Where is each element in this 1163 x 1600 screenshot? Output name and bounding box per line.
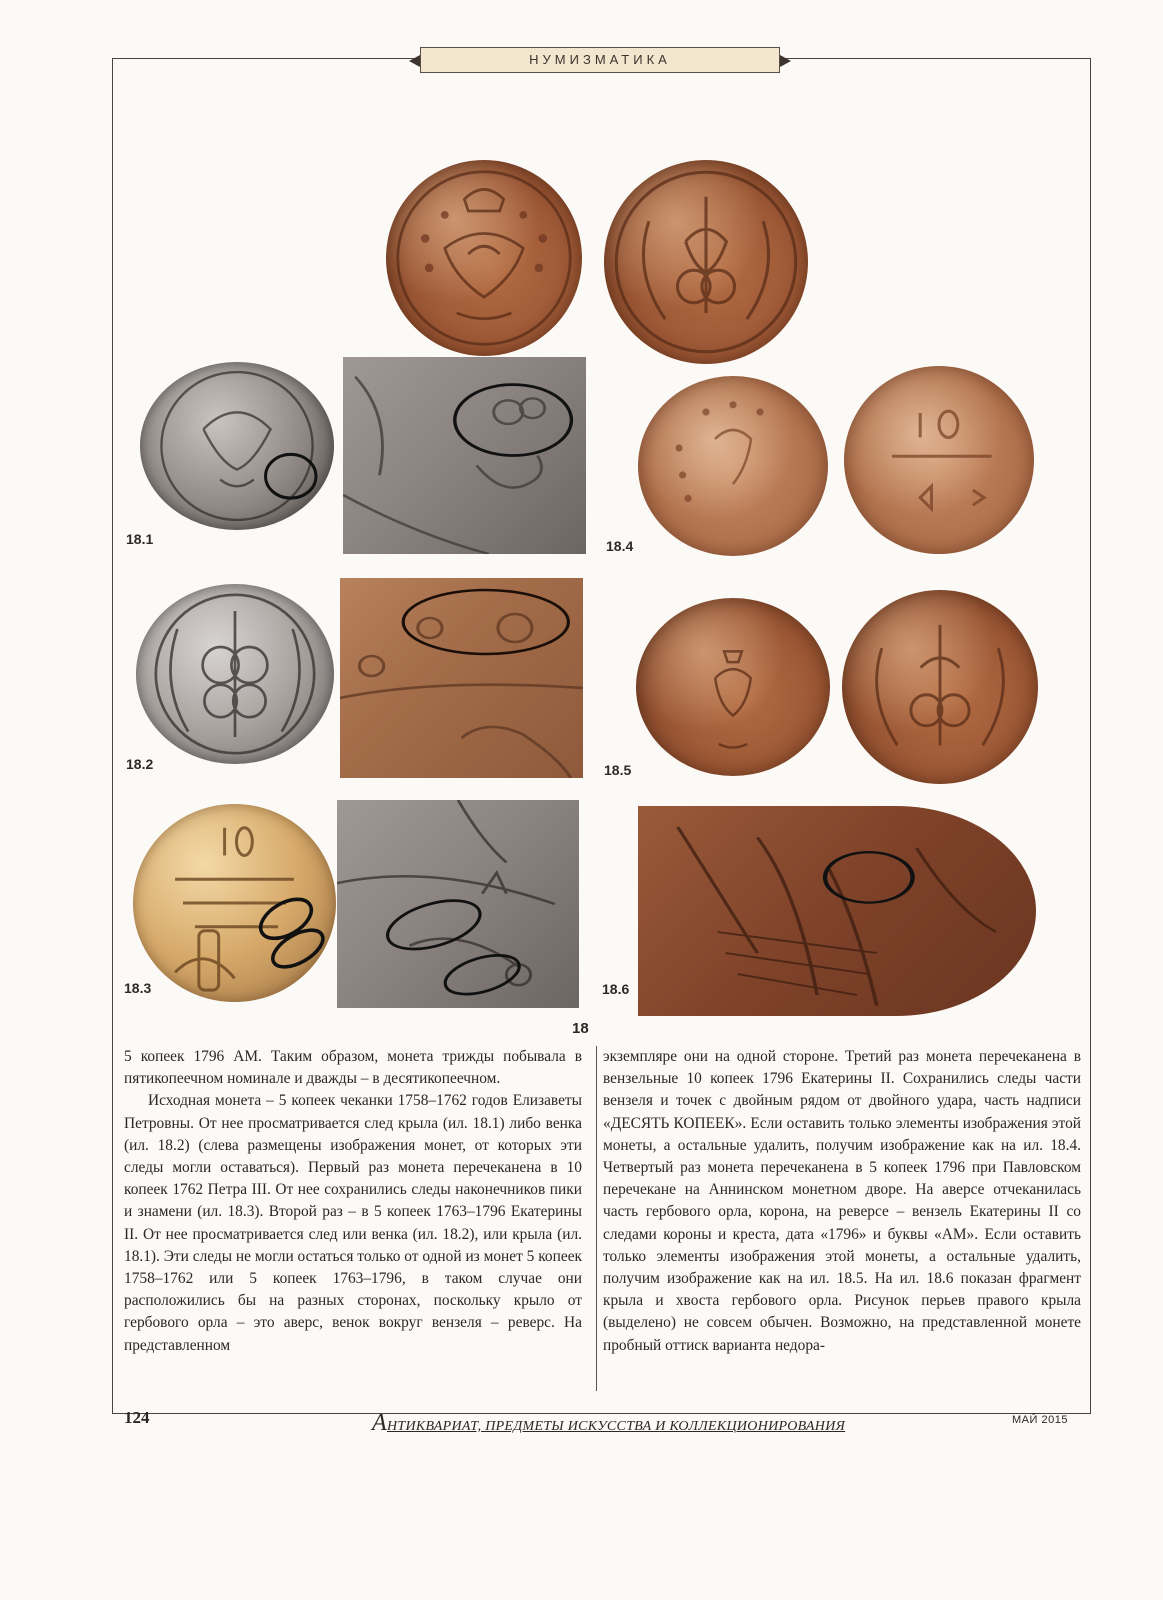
article-right-column: [603, 1046, 1081, 1357]
detail-photo-18-2: [340, 578, 583, 778]
coin-18-5-obverse-image: [636, 598, 830, 776]
article-paragraph: Исходная монета – 5 копеек чеканки 1758–1762 годов Елизаветы Петровны. От нее просматривается след крыла (ил. 18.1) либо венка (ил. 18.2) (слева размещены изображения монет, от которых эти следы могли оставаться). Первый раз монета перечеканена в 10 копеек 1762 Петра III. От нее сохранились следы наконечников пики и знамени (ил. 18.3). Второй раз – в 5 копеек 1763–1796 Екатерины II. От нее просматривается след или венка (ил. 18.2), или крыла (ил. 18.1). Эти следы не могли остаться только от одной из монет 5 копеек 1758–1762 или 5 копеек 1763–1796, в таком случае они расположились бы на разных сторонах, поскольку крыло от гербового орла – это аверс, венок вокруг вензеля – реверс. На представленном: [124, 1092, 582, 1354]
coin-18-1-image: [140, 362, 334, 530]
figure-label-18-3: 18.3: [124, 980, 152, 996]
coin-18-2-image: [136, 584, 334, 764]
figure-label-18-5: 18.5: [604, 762, 632, 778]
section-header: НУМИЗМАТИКА: [420, 47, 780, 73]
article-paragraph: экземпляре они на одной стороне. Третий раз монета перечеканена в вензельные 10 копеек 1796 Екатерины II. Сохранились следы части вензеля и точек с двойным рядом от двойного удара, часть надписи «ДЕСЯТЬ КОПЕЕК». Если оставить только элементы изображения этой монеты, а остальные удалить, получим изображение как на ил. 18.4. Четвертый раз монета перечеканена в 5 копеек 1796 при Павловском перечекане на Аннинском монетном дворе. На аверсе отчеканилась часть гербового орла, корона, на реверсе – вензель Екатерины II со следами короны и креста, дата «1796» и буквы «АМ». Если оставить только элементы изображения этой монеты, а остальные удалить, получим изображение как на ил. 18.5. На ил. 18.6 показан фрагмент крыла и хвоста гербового орла. Рисунок перьев правого крыла (выделено) не совсем обычен. Возможно, на представленной монете пробный оттиск варианта недора-: [603, 1048, 1081, 1354]
article-paragraph: 5 копеек 1796 АМ. Таким образом, монета трижды побывала в пятикопеечном номинале и дважды – в десятикопеечном.: [124, 1048, 582, 1088]
header-tab-left-arrow-icon: [409, 55, 420, 67]
figure-label-18-6: 18.6: [602, 981, 630, 997]
figure-number: 18: [572, 1020, 589, 1037]
figure-label-18-4: 18.4: [606, 538, 634, 554]
coin-18-4-obverse-image: [638, 376, 828, 556]
header-tab-right-arrow-icon: [780, 55, 791, 67]
coin-18-4-reverse-image: [844, 366, 1034, 554]
detail-photo-18-1: [343, 357, 586, 554]
figure-label-18-2: 18.2: [126, 756, 154, 772]
coin-top-obverse-image: [386, 160, 582, 356]
issue-date: МАЙ 2015: [1012, 1414, 1068, 1426]
coin-top-reverse-image: [604, 160, 808, 364]
column-divider: [596, 1046, 597, 1391]
magazine-title: [372, 1410, 845, 1437]
magazine-title-text: НТИКВАРИАТ, ПРЕДМЕТЫ ИСКУССТВА И КОЛЛЕКЦИОНИРОВАНИЯ: [386, 1419, 846, 1434]
detail-photo-18-3: [337, 800, 579, 1008]
coin-18-3-image: [133, 804, 336, 1002]
magazine-title-initial: А: [372, 1410, 387, 1436]
figure-label-18-1: 18.1: [126, 531, 154, 547]
detail-photo-18-6: [638, 806, 1036, 1016]
article-left-column: [124, 1046, 582, 1357]
page-number: 124: [124, 1408, 150, 1427]
coin-18-5-reverse-image: [842, 590, 1038, 784]
